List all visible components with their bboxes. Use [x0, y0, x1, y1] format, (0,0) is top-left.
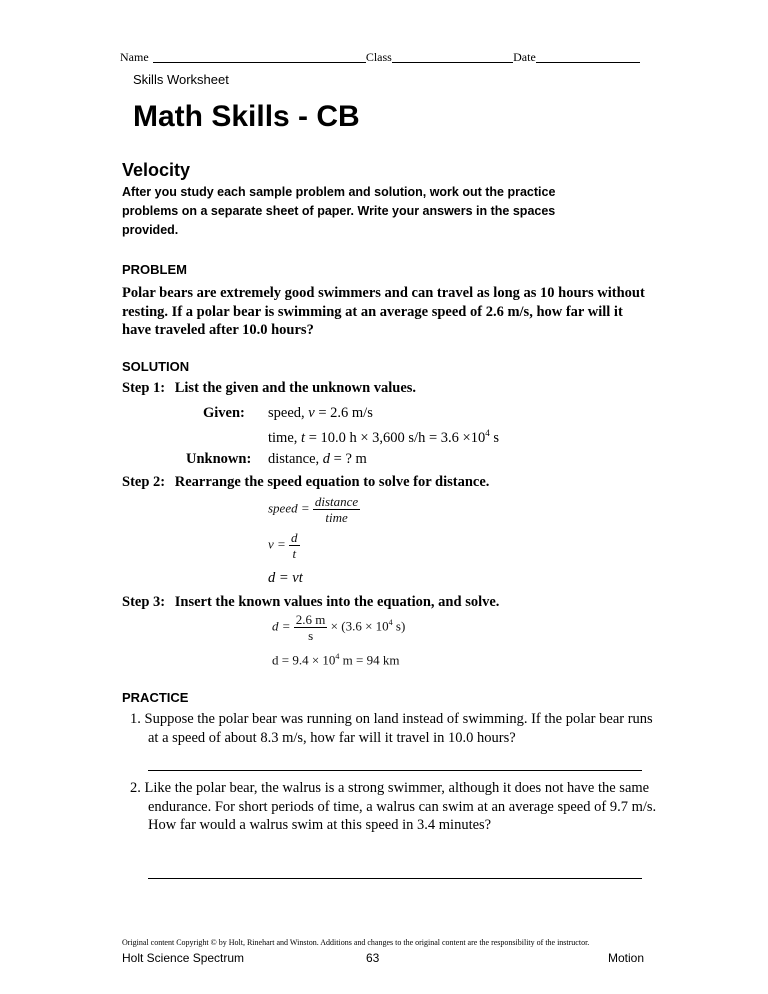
given-time: time, t = 10.0 h × 3,600 $s/h = 3.6 \times 10^4$ s — [268, 428, 499, 446]
given-label: Given: — [203, 405, 245, 421]
problem-text: Polar bears are extremely good swimmers and can travel as long as 10 hours without resting. If a polar bear is swimming at an average speed of 2.6 m/s, how far will it have traveled after 10.0 hours? — [122, 285, 645, 338]
distance-equation: d = vt — [268, 570, 303, 586]
footer-chapter: Motion — [607, 951, 644, 965]
substitution-equation: d = $\frac{2.6 m}{s}$ × ($3.6 \times 10^4$ s) — [272, 612, 406, 643]
given-speed: speed, v = 2.6 m/s — [268, 405, 373, 421]
step-3-label: Step 3: — [122, 594, 166, 610]
step-1-text: List the given and the unknown values. — [174, 380, 417, 396]
velocity-equation: v = $\frac{d}{t}$ — [268, 530, 298, 561]
step-2 — [122, 474, 489, 491]
answer-line-2[interactable] — [148, 878, 642, 879]
header-fields — [120, 50, 640, 65]
unknown-label: Unknown: — [186, 451, 252, 467]
speed-equation: speed = $\frac{\text{distance}}{\text{time}}$ — [268, 494, 359, 525]
section-title: Velocity — [122, 160, 191, 180]
step-2-text: Rearrange the speed equation to solve for distance. — [174, 474, 490, 490]
class-line — [392, 50, 513, 63]
name-line — [153, 50, 366, 63]
practice-question-2: 2. Like the polar bear, the walrus is a strong swimmer, although it does not have the same endurance. For short periods of time, a walrus can swim at an average speed of 9.7 m/s. How far would a walrus swim at this speed in 3.4 minutes? — [130, 780, 657, 833]
name-label: Name — [120, 50, 149, 64]
page-title: Math Skills - CB — [133, 100, 360, 133]
step-1-label: Step 1: — [122, 380, 166, 396]
step-1 — [122, 380, 416, 397]
step-3 — [122, 594, 499, 611]
answer-line-1[interactable] — [148, 770, 642, 771]
step-3-text: Insert the known values into the equation, and solve. — [174, 594, 500, 610]
copyright-notice: Original content Copyright © by Holt, Rinehart and Winston. Additions and changes to the original content are the responsibility of the instructor. — [122, 938, 590, 947]
unknown-distance: distance, d = ? m — [268, 451, 367, 467]
solution-label: SOLUTION — [122, 359, 190, 374]
step-2-label: Step 2: — [122, 474, 166, 490]
date-line — [536, 50, 640, 63]
practice-question-1: 1. Suppose the polar bear was running on land instead of swimming. If the polar bear runs at a speed of about 8.3 m/s, how far will it travel in 10.0 hours? — [130, 711, 653, 746]
date-label: Date — [513, 50, 536, 64]
problem-label: PROBLEM — [122, 262, 187, 277]
worksheet-kicker: Skills Worksheet — [133, 72, 229, 87]
footer-page-number: 63 — [366, 951, 380, 965]
instructions: After you study each sample problem and solution, work out the practice problems on a separate sheet of paper. Write your answers in the spaces provided. — [122, 185, 556, 237]
footer-book-title: Holt Science Spectrum — [122, 951, 245, 965]
result-equation: $d = 9.4 \times 10^4$ m = 94 km — [272, 652, 400, 668]
class-label: Class — [365, 50, 392, 64]
practice-label: PRACTICE — [122, 690, 189, 705]
